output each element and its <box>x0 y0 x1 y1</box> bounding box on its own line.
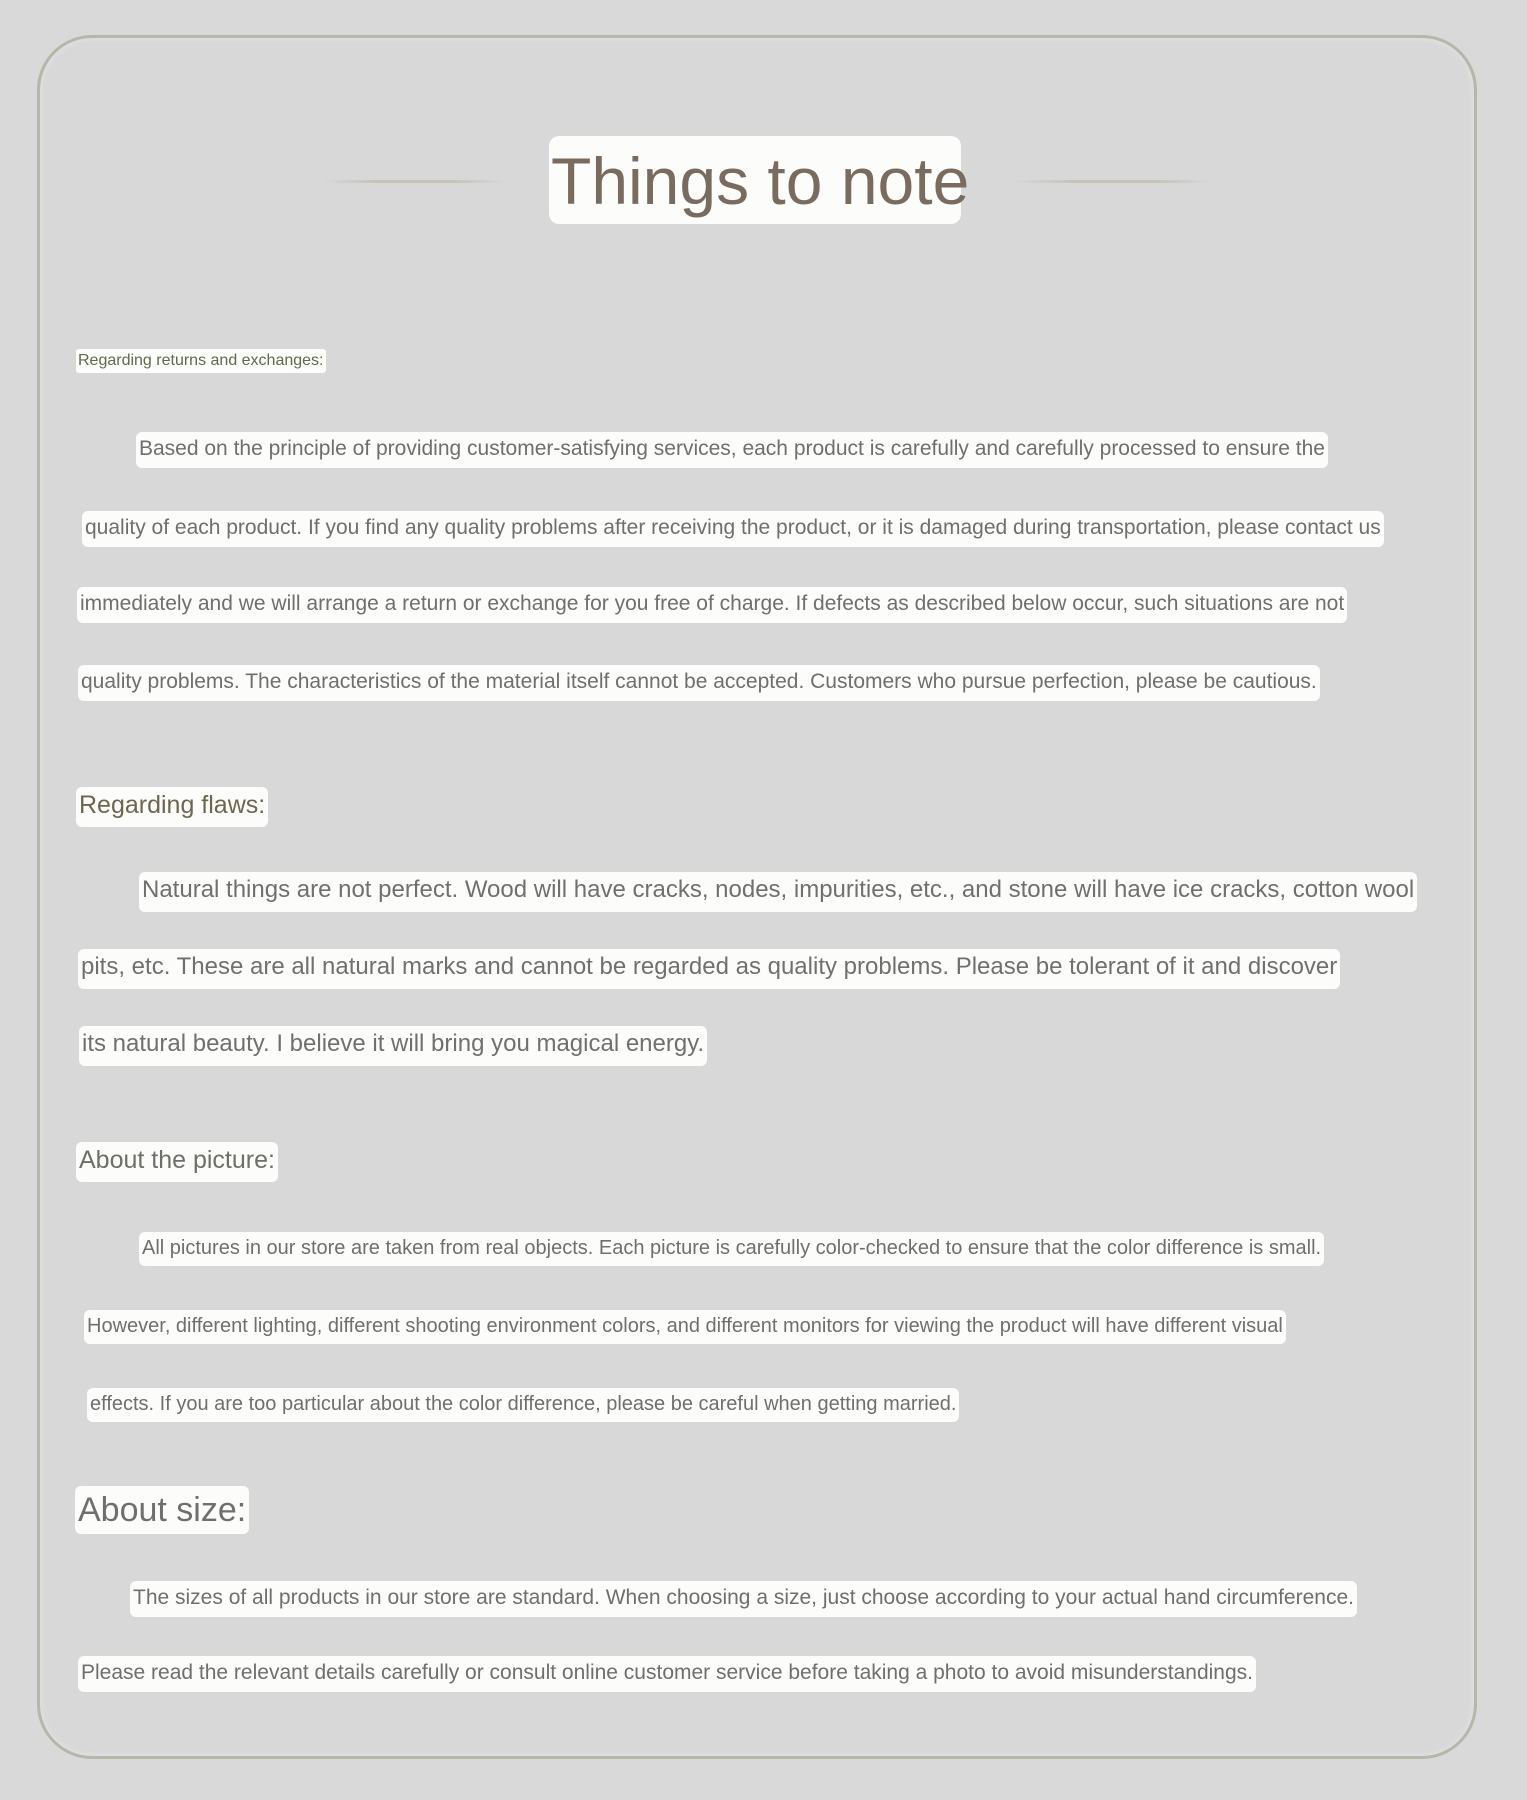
picture-line-1: All pictures in our store are taken from real objects. Each picture is carefully color-checked to ensure that the color difference is small. <box>139 1232 1324 1266</box>
returns-line-3: immediately and we will arrange a return or exchange for you free of charge. If defects as described below occur, such situations are not <box>77 587 1347 623</box>
flaws-line-3: its natural beauty. I believe it will bring you magical energy. <box>79 1026 707 1066</box>
size-heading: About size: <box>75 1486 249 1534</box>
flaws-line-2: pits, etc. These are all natural marks and cannot be regarded as quality problems. Please be tolerant of it and discover <box>78 949 1340 989</box>
size-line-1: The sizes of all products in our store are standard. When choosing a size, just choose according to your actual hand circumference. <box>130 1581 1357 1617</box>
returns-line-4: quality problems. The characteristics of the material itself cannot be accepted. Customers who pursue perfection, please be cautious. <box>78 665 1320 701</box>
picture-line-3: effects. If you are too particular about the color difference, please be careful when getting married. <box>87 1388 959 1422</box>
title-divider-right <box>1015 180 1215 183</box>
flaws-heading: Regarding flaws: <box>76 787 268 827</box>
title-divider-left <box>322 180 507 183</box>
picture-line-2: However, different lighting, different shooting environment colors, and different monitors for viewing the product will have different visual <box>84 1310 1286 1344</box>
page-title: Things to note <box>549 136 961 224</box>
returns-line-1: Based on the principle of providing customer-satisfying services, each product is carefully and carefully processed to ensure the <box>136 432 1328 468</box>
returns-line-2: quality of each product. If you find any quality problems after receiving the product, or it is damaged during transportation, please contact us <box>82 511 1384 547</box>
picture-heading: About the picture: <box>76 1142 278 1182</box>
size-line-2: Please read the relevant details carefully or consult online customer service before taking a photo to avoid misunderstandings. <box>78 1656 1256 1692</box>
flaws-line-1: Natural things are not perfect. Wood will have cracks, nodes, impurities, etc., and stone will have ice cracks, cotton wool <box>139 872 1417 912</box>
returns-heading: Regarding returns and exchanges: <box>76 349 326 373</box>
